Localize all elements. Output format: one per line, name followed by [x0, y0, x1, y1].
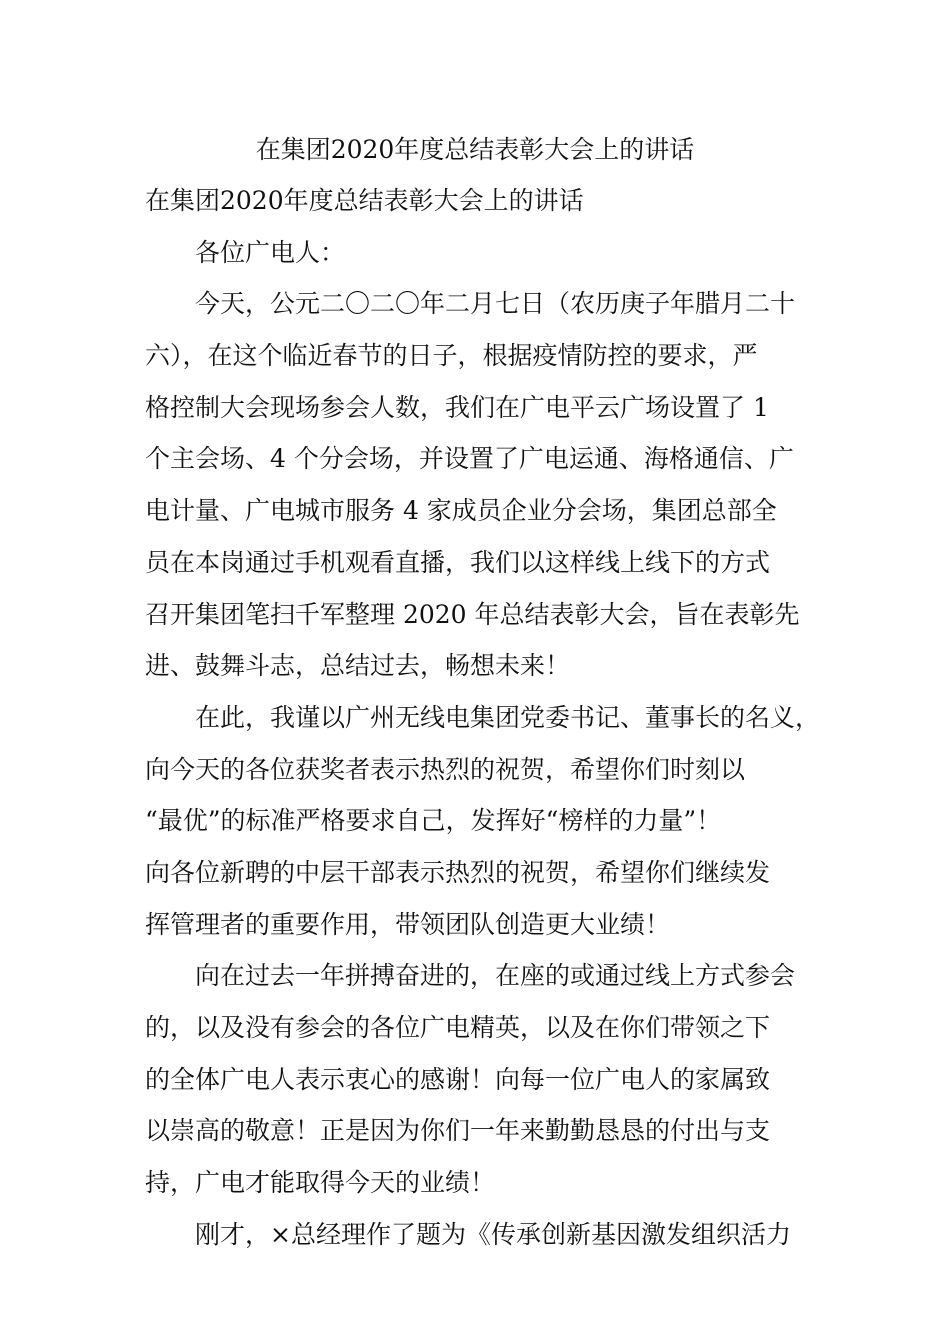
- text-line: 的全体广电人表示衷心的感谢！向每一位广电人的家属致: [145, 1064, 771, 1094]
- document-title: 在集团2020年度总结表彰大会上的讲话: [255, 135, 695, 164]
- text-line: 在此，我谨以广州无线电集团党委书记、董事长的名义，: [145, 702, 821, 732]
- text-line: 向在过去一年拼搏奋进的，在座的或通过线上方式参会: [145, 961, 796, 991]
- text-line: 持，广电才能取得今天的业绩！: [145, 1168, 496, 1198]
- text-line: 向今天的各位获奖者表示热烈的祝贺，希望你们时刻以: [145, 754, 746, 784]
- text-line: 挥管理者的重要作用，带领团队创造更大业绩！: [145, 909, 671, 939]
- text-line: 员在本岗通过手机观看直播，我们以这样线上线下的方式: [145, 547, 771, 577]
- text-line: 召开集团笔扫千军整理 2020 年总结表彰大会，旨在表彰先: [145, 599, 800, 629]
- text-line: 进、鼓舞斗志，总结过去，畅想未来！: [145, 651, 571, 681]
- text-line: 今天，公元二〇二〇年二月七日（农历庚子年腊月二十: [145, 289, 796, 319]
- text-line: 个主会场、4 个分会场，并设置了广电运通、海格通信、广: [145, 444, 794, 474]
- text-line: 以崇高的敬意！正是因为你们一年来勤勤恳恳的付出与支: [145, 1116, 771, 1146]
- document-body: [145, 182, 825, 1267]
- text-line: 六），在这个临近春节的日子，根据疫情防控的要求，严: [145, 341, 758, 371]
- text-line: 向各位新聘的中层干部表示热烈的祝贺，希望你们继续发: [145, 857, 771, 887]
- text-line: 格控制大会现场参会人数，我们在广电平云广场设置了 1: [145, 392, 769, 422]
- text-line: 的，以及没有参会的各位广电精英，以及在你们带领之下: [145, 1013, 771, 1042]
- text-line: “最优”的标准严格要求自己，发挥好“榜样的力量”！: [145, 806, 722, 836]
- text-line: 电计量、广电城市服务 4 家成员企业分会场，集团总部全: [145, 496, 777, 526]
- text-line: 刚才，×总经理作了题为《传承创新基因激发组织活力: [145, 1219, 791, 1249]
- text-line: 各位广电人：: [145, 237, 346, 267]
- text-line: 在集团2020年度总结表彰大会上的讲话: [145, 186, 584, 215]
